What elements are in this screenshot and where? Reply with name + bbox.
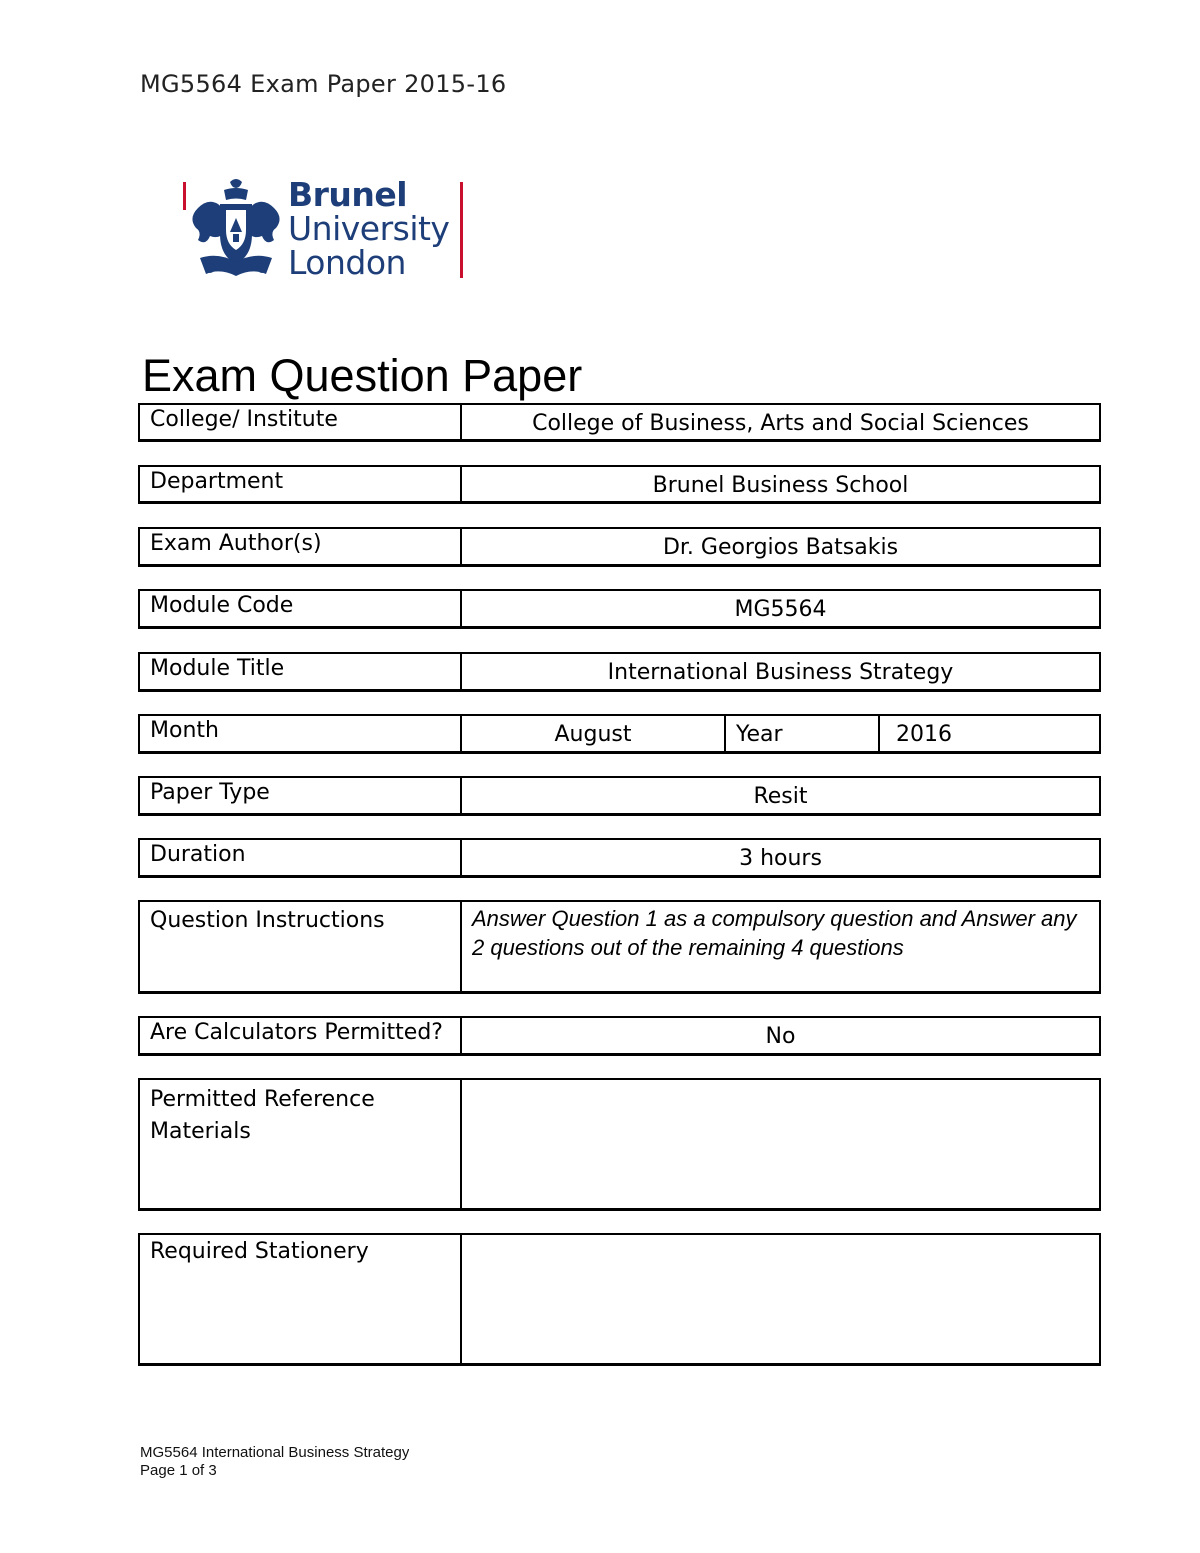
row-calculators xyxy=(138,1016,1101,1056)
instructions-label: Question Instructions xyxy=(140,902,462,991)
calculators-value: No xyxy=(765,1024,796,1049)
year-value: 2016 xyxy=(896,722,952,747)
logo-word-brunel: Brunel xyxy=(288,175,408,214)
module-title-value: International Business Strategy xyxy=(607,660,954,685)
department-value: Brunel Business School xyxy=(652,473,909,498)
stationery-value xyxy=(462,1235,1099,1363)
logo-word-london: London xyxy=(288,243,406,282)
logo-accent-bar-left xyxy=(183,182,186,210)
calculators-label: Are Calculators Permitted? xyxy=(140,1018,462,1053)
university-crest-icon xyxy=(190,178,282,282)
year-label: Year xyxy=(726,716,880,751)
reference-value xyxy=(462,1080,1099,1208)
logo-accent-bar-right xyxy=(460,182,463,278)
logo-word-university: University xyxy=(288,209,450,248)
row-department xyxy=(138,465,1101,504)
module-code-label: Module Code xyxy=(140,591,462,626)
row-module-title xyxy=(138,652,1101,692)
authors-label: Exam Author(s) xyxy=(140,529,462,564)
paper-type-value: Resit xyxy=(753,784,808,809)
row-paper-type xyxy=(138,776,1101,816)
module-code-value: MG5564 xyxy=(734,597,827,622)
row-module-code xyxy=(138,589,1101,629)
page-title: Exam Question Paper xyxy=(142,350,583,401)
reference-label: Permitted Reference Materials xyxy=(140,1080,462,1208)
university-logo xyxy=(180,175,470,284)
module-title-label: Module Title xyxy=(140,654,462,689)
authors-value: Dr. Georgios Batsakis xyxy=(662,535,899,560)
month-value: August xyxy=(462,716,726,751)
month-label: Month xyxy=(140,716,462,751)
duration-label: Duration xyxy=(140,840,462,875)
row-month xyxy=(138,714,1101,754)
department-label: Department xyxy=(140,467,462,501)
row-duration xyxy=(138,838,1101,878)
paper-type-label: Paper Type xyxy=(140,778,462,813)
stationery-label: Required Stationery xyxy=(140,1235,462,1363)
row-stationery xyxy=(138,1233,1101,1366)
college-label: College/ Institute xyxy=(140,405,462,439)
row-reference-materials xyxy=(138,1078,1101,1211)
page-footer xyxy=(140,1444,409,1480)
row-authors xyxy=(138,527,1101,567)
row-instructions xyxy=(138,900,1101,994)
footer-module: MG5564 International Business Strategy xyxy=(140,1444,410,1461)
logo-wordmark xyxy=(288,175,450,282)
row-college xyxy=(138,403,1101,442)
footer-page-number: Page 1 of 3 xyxy=(140,1462,217,1479)
college-value: College of Business, Arts and Social Sciences xyxy=(532,411,1029,436)
duration-value: 3 hours xyxy=(739,846,822,871)
page-header: MG5564 Exam Paper 2015-16 xyxy=(140,70,507,98)
instructions-value: Answer Question 1 as a compulsory question and Answer any 2 questions out of the remaining 4 questions xyxy=(472,906,1077,960)
